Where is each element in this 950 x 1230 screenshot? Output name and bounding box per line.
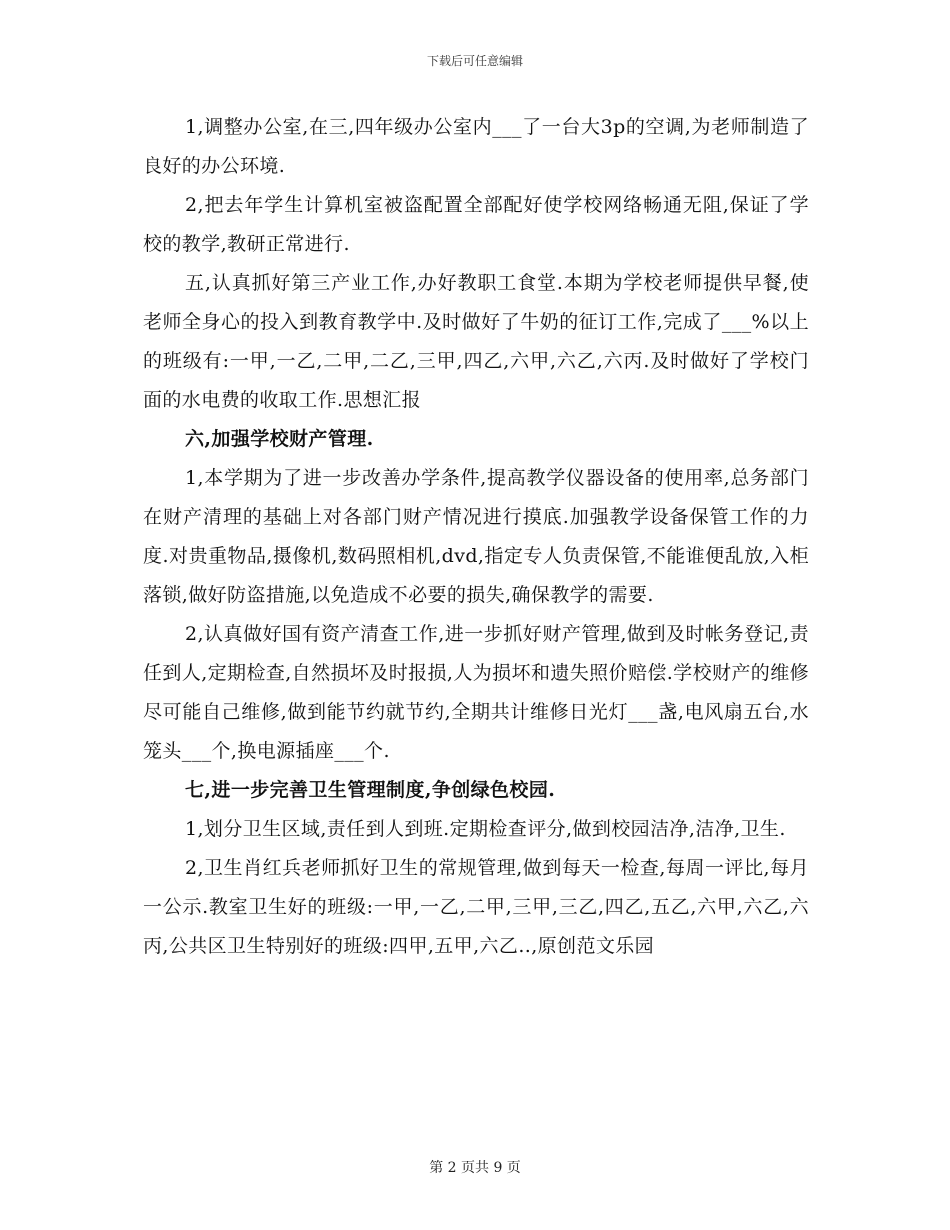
paragraph-3: 五,认真抓好第三产业工作,办好教职工食堂.本期为学校老师提供早餐,使老师全身心的投入到教育教学中.及时做好了牛奶的征订工作,完成了___%以上的班级有:一甲,一乙,二甲,二乙,三甲,四乙,六甲,六乙,六丙.及时做好了学校门面的水电费的收取工作.思想汇报 (143, 272, 809, 411)
paragraph-1: 1,调整办公室,在三,四年级办公室内___了一台大3p的空调,为老师制造了良好的办公环境. (143, 116, 809, 177)
section-heading-6: 六,加强学校财产管理. (185, 428, 374, 450)
paragraph-5: 2,认真做好国有资产清查工作,进一步抓好财产管理,做到及时帐务登记,责任到人,定期检查,自然损坏及时报损,人为损坏和遗失照价赔偿.学校财产的维修尽可能自己维修,做到能节约就节约,全期共计维修日光灯___盏,电风扇五台,水笼头___个,换电源插座___个. (143, 623, 809, 762)
page-footer: 第 2 页共 9 页 (429, 1160, 521, 1176)
page-header: 下载后可任意编辑 (426, 54, 523, 68)
section-heading-7: 七,进一步完善卫生管理制度,争创绿色校园. (185, 779, 556, 801)
paragraph-2: 2,把去年学生计算机室被盗配置全部配好使学校网络畅通无阻,保证了学校的教学,教研正常进行. (143, 194, 809, 255)
paragraph-7: 2,卫生肖红兵老师抓好卫生的常规管理,做到每天一检查,每周一评比,每月一公示.教室卫生好的班级:一甲,一乙,二甲,三甲,三乙,四乙,五乙,六甲,六乙,六丙,公共区卫生特别好的班级:四甲,五甲,六乙..,原创范文乐园 (143, 857, 809, 957)
paragraph-4: 1,本学期为了进一步改善办学条件,提高教学仪器设备的使用率,总务部门在财产清理的基础上对各部门财产情况进行摸底.加强教学设备保管工作的力度.对贵重物品,摄像机,数码照相机,dvd,指定专人负责保管,不能谁便乱放,入柜落锁,做好防盗措施,以免造成不必要的损失,确保教学的需要. (143, 467, 809, 606)
paragraph-6: 1,划分卫生区域,责任到人到班.定期检查评分,做到校园洁净,洁净,卫生. (185, 818, 786, 840)
document-body (143, 108, 809, 966)
